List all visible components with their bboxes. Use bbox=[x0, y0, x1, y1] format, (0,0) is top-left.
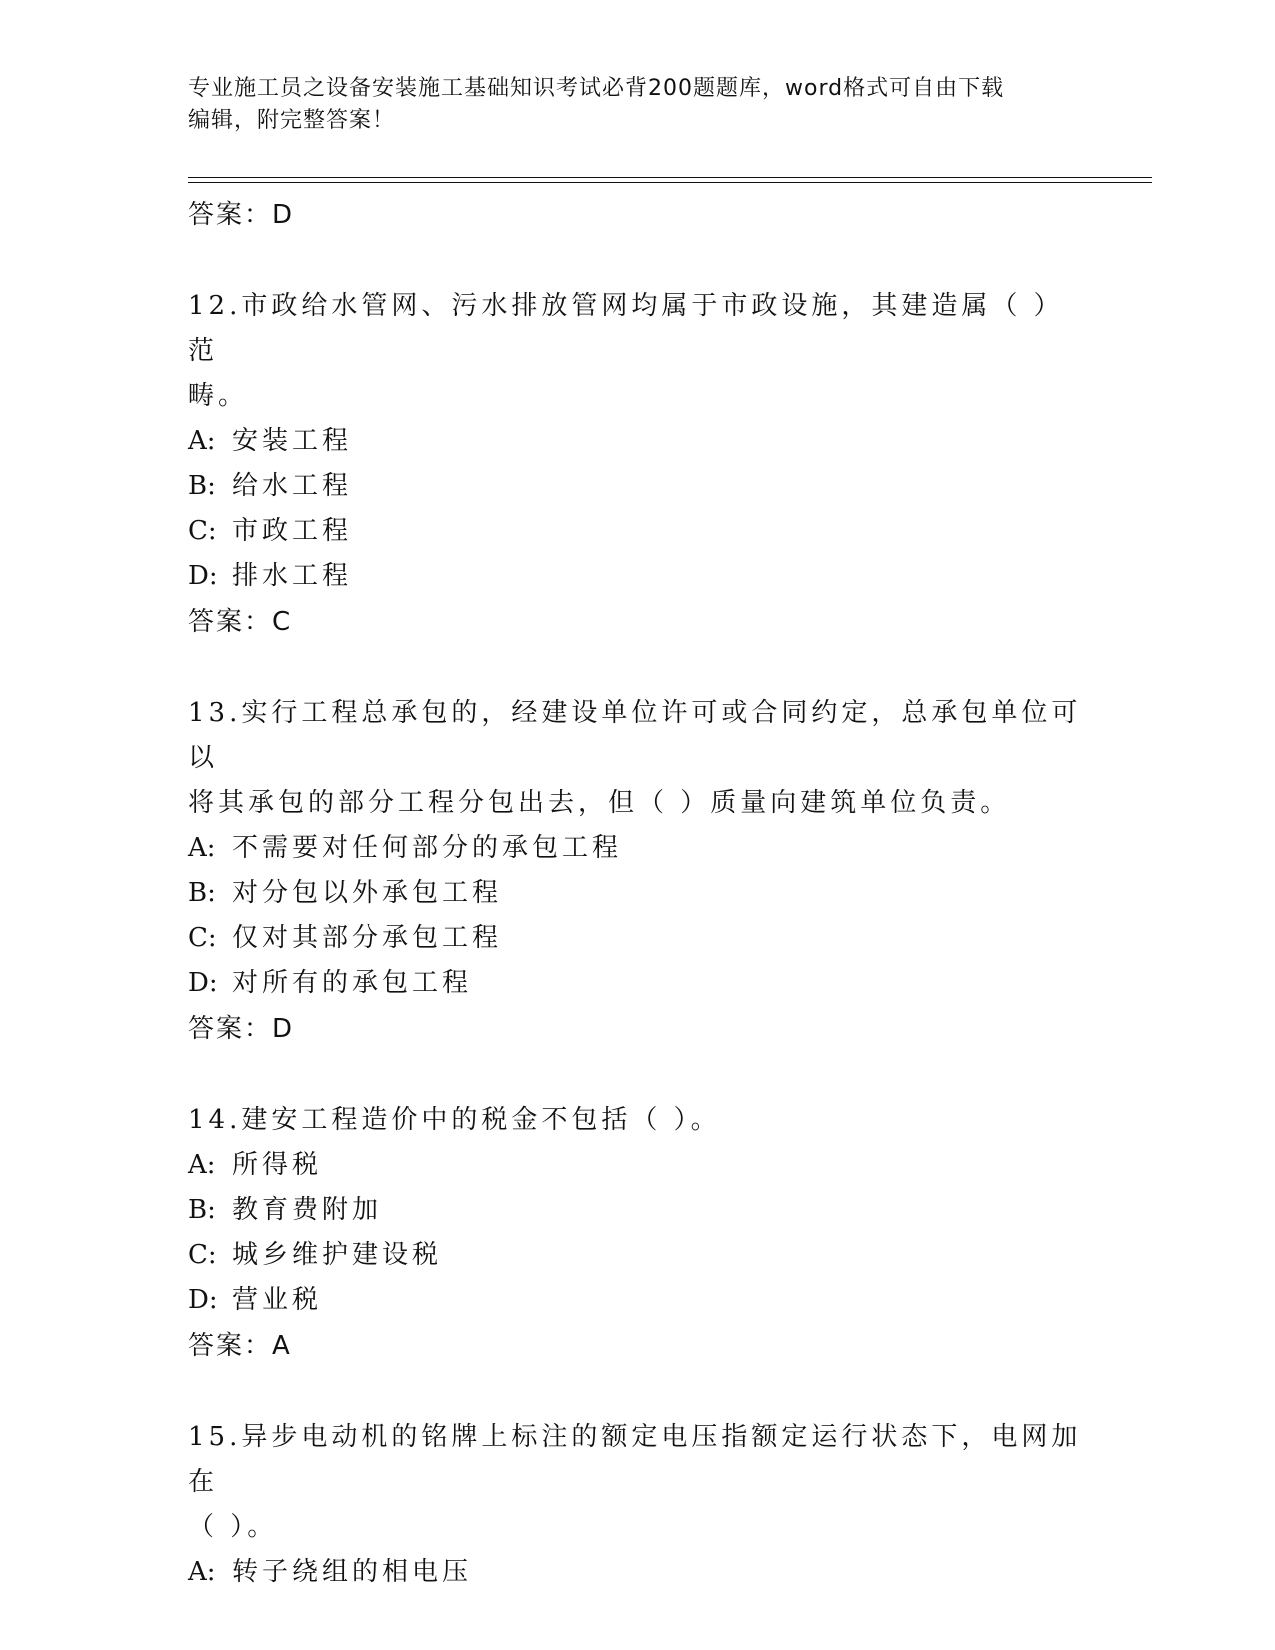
header-rule-top bbox=[188, 177, 1152, 178]
option-letter: C: bbox=[188, 923, 217, 953]
question-15 bbox=[188, 1415, 1088, 1595]
option-letter: C: bbox=[188, 516, 217, 546]
option-letter: C: bbox=[188, 1240, 217, 1270]
option-text: 市政工程 bbox=[232, 516, 353, 546]
option-text: 城乡维护建设税 bbox=[232, 1240, 443, 1270]
option-text: 安装工程 bbox=[232, 426, 353, 456]
document-body bbox=[188, 192, 1088, 1641]
option-c bbox=[188, 509, 1088, 554]
option-a bbox=[188, 1143, 1088, 1188]
answer-11: 答案：D bbox=[188, 200, 295, 230]
answer-13: 答案：D bbox=[188, 1014, 295, 1044]
option-letter: A: bbox=[188, 1557, 216, 1587]
document-header bbox=[188, 73, 1068, 137]
option-a bbox=[188, 1550, 1088, 1595]
question-stem-continued: 畴。 bbox=[188, 381, 249, 411]
answer-12: 答案：C bbox=[188, 607, 293, 637]
option-b bbox=[188, 464, 1088, 509]
option-letter: D: bbox=[188, 968, 218, 998]
question-stem: 14.建安工程造价中的税金不包括（ ）。 bbox=[188, 1105, 721, 1135]
option-c bbox=[188, 916, 1088, 961]
option-text: 排水工程 bbox=[232, 561, 353, 591]
option-b bbox=[188, 871, 1088, 916]
option-text: 不需要对任何部分的承包工程 bbox=[232, 833, 623, 863]
option-text: 所得税 bbox=[232, 1150, 323, 1180]
question-13 bbox=[188, 691, 1088, 1052]
header-rule-bottom bbox=[188, 182, 1152, 183]
option-text: 营业税 bbox=[232, 1285, 323, 1315]
option-letter: D: bbox=[188, 1285, 218, 1315]
question-stem-continued: （ ）。 bbox=[188, 1512, 278, 1542]
question-14 bbox=[188, 1098, 1088, 1369]
answer-14: 答案：A bbox=[188, 1331, 292, 1361]
question-stem: 12.市政给水管网、污水排放管网均属于市政设施，其建造属（ ）范 bbox=[188, 291, 1064, 366]
header-line-2: 编辑，附完整答案！ bbox=[188, 108, 396, 133]
option-b bbox=[188, 1188, 1088, 1233]
option-letter: B: bbox=[188, 471, 216, 501]
question-12 bbox=[188, 284, 1088, 645]
option-text: 教育费附加 bbox=[232, 1195, 383, 1225]
question-stem: 13.实行工程总承包的，经建设单位许可或合同约定，总承包单位可以 bbox=[188, 698, 1082, 773]
option-letter: B: bbox=[188, 1195, 216, 1225]
option-d bbox=[188, 1278, 1088, 1323]
option-text: 仅对其部分承包工程 bbox=[232, 923, 503, 953]
option-d bbox=[188, 554, 1088, 599]
option-c bbox=[188, 1233, 1088, 1278]
option-a bbox=[188, 826, 1088, 871]
option-text: 对分包以外承包工程 bbox=[232, 878, 503, 908]
option-text: 转子绕组的相电压 bbox=[232, 1557, 473, 1587]
option-d bbox=[188, 961, 1088, 1006]
option-letter: B: bbox=[188, 878, 216, 908]
header-line-1: 专业施工员之设备安装施工基础知识考试必背200题题库，word格式可自由下载 bbox=[188, 76, 1005, 101]
option-letter: A: bbox=[188, 426, 216, 456]
option-text: 对所有的承包工程 bbox=[232, 968, 473, 998]
option-letter: A: bbox=[188, 1150, 216, 1180]
question-stem-continued: 将其承包的部分工程分包出去，但（ ）质量向建筑单位负责。 bbox=[188, 788, 1011, 818]
option-letter: D: bbox=[188, 561, 218, 591]
option-text: 给水工程 bbox=[232, 471, 353, 501]
option-letter: A: bbox=[188, 833, 216, 863]
question-stem: 15.异步电动机的铭牌上标注的额定电压指额定运行状态下，电网加在 bbox=[188, 1422, 1082, 1497]
option-a bbox=[188, 419, 1088, 464]
